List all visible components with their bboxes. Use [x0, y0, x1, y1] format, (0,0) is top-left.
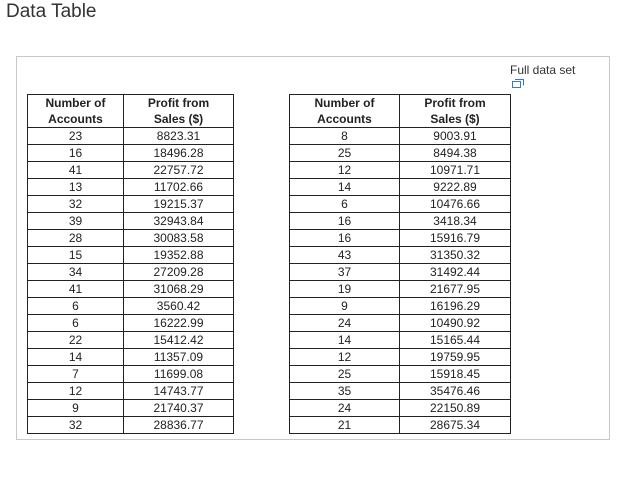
cell-profit: 32943.84: [124, 213, 234, 230]
cell-profit: 11357.09: [124, 349, 234, 366]
cell-accounts: 16: [290, 230, 400, 247]
cell-accounts: 25: [290, 145, 400, 162]
cell-profit: 31492.44: [400, 264, 511, 281]
cell-profit: 27209.28: [124, 264, 234, 281]
cell-accounts: 32: [28, 196, 124, 213]
table-row: [28, 298, 234, 315]
cell-accounts: 24: [290, 315, 400, 332]
table-row: [28, 247, 234, 264]
cell-profit: 15165.44: [400, 332, 511, 349]
cell-accounts: 16: [28, 145, 124, 162]
cell-profit: 3418.34: [400, 213, 511, 230]
table-row: [290, 213, 511, 230]
table-row: [290, 315, 511, 332]
table-row: [28, 196, 234, 213]
table-row: [290, 247, 511, 264]
table-row: [28, 128, 234, 145]
full-data-set-link[interactable]: Full data set: [510, 63, 576, 77]
table-row: [290, 298, 511, 315]
table-row: [290, 230, 511, 247]
page-title: Data Table: [6, 1, 97, 22]
cell-profit: 31068.29: [124, 281, 234, 298]
header-line: Number of: [45, 96, 106, 110]
cell-profit: 16196.29: [400, 298, 511, 315]
cell-profit: 11702.66: [124, 179, 234, 196]
cell-profit: 28836.77: [124, 417, 234, 434]
table-row: [28, 366, 234, 383]
cell-accounts: 7: [28, 366, 124, 383]
table-row: [290, 162, 511, 179]
table-row: [290, 400, 511, 417]
cell-accounts: 14: [28, 349, 124, 366]
cell-profit: 19352.88: [124, 247, 234, 264]
cell-profit: 10476.66: [400, 196, 511, 213]
table-row: [290, 145, 511, 162]
cell-accounts: 15: [28, 247, 124, 264]
cell-accounts: 9: [28, 400, 124, 417]
header-profit-from-sales: [400, 95, 511, 128]
table-row: [28, 332, 234, 349]
cell-accounts: 6: [290, 196, 400, 213]
cell-accounts: 14: [290, 179, 400, 196]
table-row: [28, 281, 234, 298]
table-row: [28, 349, 234, 366]
table-row: [28, 417, 234, 434]
cell-accounts: 14: [290, 332, 400, 349]
copy-icon[interactable]: [512, 79, 524, 90]
cell-profit: 16222.99: [124, 315, 234, 332]
header-line: Sales ($): [153, 112, 204, 126]
cell-accounts: 22: [28, 332, 124, 349]
table-row: [28, 315, 234, 332]
cell-accounts: 41: [28, 162, 124, 179]
table-row: [28, 145, 234, 162]
cell-accounts: 23: [28, 128, 124, 145]
table-row: [290, 383, 511, 400]
cell-accounts: 37: [290, 264, 400, 281]
cell-profit: 10490.92: [400, 315, 511, 332]
header-line: Sales ($): [430, 112, 480, 126]
table-row: [290, 417, 511, 434]
table-row: [28, 230, 234, 247]
cell-accounts: 12: [28, 383, 124, 400]
cell-profit: 14743.77: [124, 383, 234, 400]
header-profit-from-sales: [124, 95, 234, 128]
cell-accounts: 13: [28, 179, 124, 196]
cell-accounts: 21: [290, 417, 400, 434]
cell-profit: 9222.89: [400, 179, 511, 196]
header-line: Accounts: [317, 112, 372, 126]
cell-profit: 3560.42: [124, 298, 234, 315]
header-number-of-accounts: [28, 95, 124, 128]
header-line: Profit from: [424, 96, 486, 110]
cell-profit: 8494.38: [400, 145, 511, 162]
table-row: [290, 281, 511, 298]
cell-accounts: 43: [290, 247, 400, 264]
data-table-left: [27, 94, 234, 434]
table-row: [28, 264, 234, 281]
cell-accounts: 24: [290, 400, 400, 417]
table-body-right: [290, 128, 511, 434]
cell-accounts: 28: [28, 230, 124, 247]
cell-accounts: 41: [28, 281, 124, 298]
cell-profit: 18496.28: [124, 145, 234, 162]
header-line: Number of: [314, 96, 375, 110]
cell-profit: 19215.37: [124, 196, 234, 213]
table-row: [28, 179, 234, 196]
header-line: Profit from: [147, 96, 210, 110]
table-header-row: [28, 95, 234, 128]
cell-profit: 19759.95: [400, 349, 511, 366]
cell-accounts: 34: [28, 264, 124, 281]
table-row: [290, 264, 511, 281]
cell-profit: 8823.31: [124, 128, 234, 145]
cell-accounts: 25: [290, 366, 400, 383]
cell-profit: 15918.45: [400, 366, 511, 383]
cell-accounts: 6: [28, 315, 124, 332]
table-row: [290, 128, 511, 145]
data-table-right: [289, 94, 511, 434]
cell-profit: 31350.32: [400, 247, 511, 264]
cell-profit: 11699.08: [124, 366, 234, 383]
table-row: [290, 332, 511, 349]
cell-profit: 15916.79: [400, 230, 511, 247]
cell-profit: 30083.58: [124, 230, 234, 247]
cell-accounts: 35: [290, 383, 400, 400]
header-line: Accounts: [48, 112, 103, 126]
cell-profit: 35476.46: [400, 383, 511, 400]
cell-profit: 15412.42: [124, 332, 234, 349]
cell-profit: 22150.89: [400, 400, 511, 417]
cell-profit: 9003.91: [400, 128, 511, 145]
cell-accounts: 12: [290, 349, 400, 366]
table-header-row: [290, 95, 511, 128]
cell-profit: 21740.37: [124, 400, 234, 417]
cell-profit: 10971.71: [400, 162, 511, 179]
cell-accounts: 16: [290, 213, 400, 230]
header-number-of-accounts: [290, 95, 400, 128]
cell-accounts: 32: [28, 417, 124, 434]
cell-profit: 21677.95: [400, 281, 511, 298]
cell-accounts: 6: [28, 298, 124, 315]
cell-accounts: 9: [290, 298, 400, 315]
cell-accounts: 19: [290, 281, 400, 298]
table-row: [28, 162, 234, 179]
table-row: [28, 383, 234, 400]
cell-profit: 28675.34: [400, 417, 511, 434]
cell-profit: 22757.72: [124, 162, 234, 179]
cell-accounts: 8: [290, 128, 400, 145]
cell-accounts: 39: [28, 213, 124, 230]
table-body-left: [28, 128, 234, 434]
table-row: [290, 179, 511, 196]
table-row: [290, 366, 511, 383]
table-row: [290, 349, 511, 366]
table-row: [28, 400, 234, 417]
cell-accounts: 12: [290, 162, 400, 179]
table-row: [290, 196, 511, 213]
table-row: [28, 213, 234, 230]
